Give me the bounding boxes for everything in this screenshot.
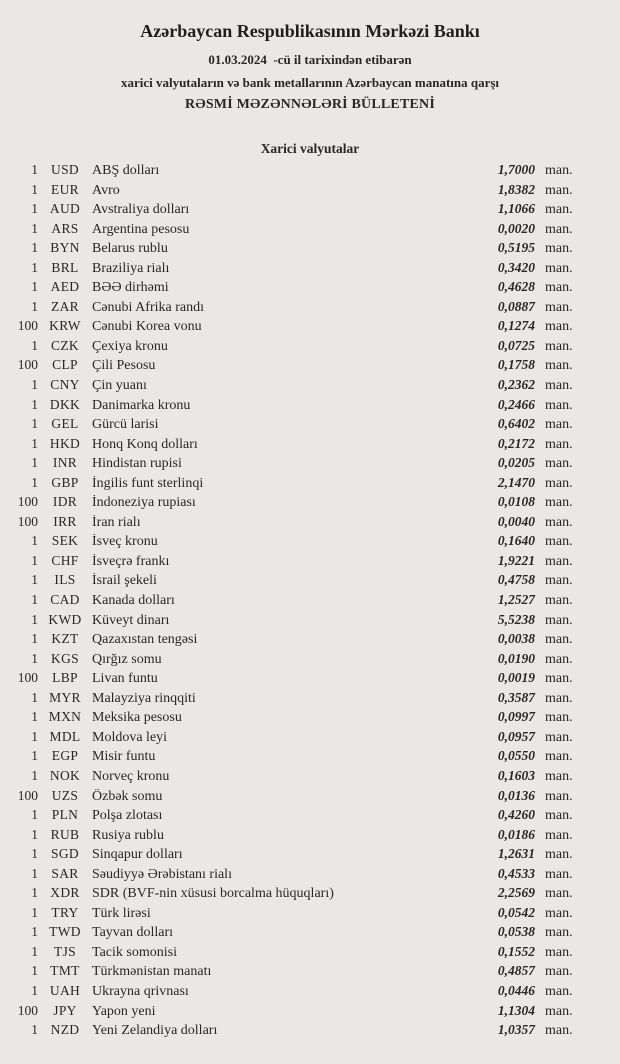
table-row [0, 182, 620, 202]
currency-code-cell: SEK [51, 533, 79, 549]
table-row [0, 397, 620, 417]
currency-code-cell: MDL [49, 728, 81, 744]
currency-code-cell: KZT [51, 631, 79, 647]
quantity-cell: 1 [31, 416, 38, 432]
unit-label-cell: man. [545, 808, 573, 824]
currency-name-cell: Özbək somu [92, 788, 163, 804]
table-row [0, 299, 620, 319]
rate-value-cell: 0,0887 [497, 298, 535, 314]
currency-code-cell: CZK [51, 337, 79, 353]
unit-label-cell: man. [545, 338, 573, 354]
currency-code-cell: CHF [51, 552, 79, 568]
currency-code-cell: TRY [51, 904, 79, 920]
currency-name-cell: Gürcü larisi [92, 417, 159, 433]
quantity-cell: 100 [17, 670, 38, 686]
currency-code-cell: EUR [51, 181, 79, 197]
currency-name-cell: İngilis funt sterlinqi [92, 475, 204, 491]
section-title-foreign-currencies: Xarici valyutalar [260, 141, 360, 156]
currency-code-cell: TMT [50, 963, 80, 979]
table-row [0, 162, 620, 182]
currency-code-cell: HKD [49, 435, 81, 451]
quantity-cell: 1 [31, 963, 38, 979]
rate-value-cell: 0,6402 [497, 416, 535, 432]
currency-code-cell: BRL [51, 259, 79, 275]
rate-value-cell: 0,1640 [497, 533, 535, 549]
unit-label-cell: man. [545, 651, 573, 667]
rate-value-cell: 5,5238 [497, 611, 535, 627]
rate-value-cell: 0,2362 [497, 377, 535, 393]
quantity-cell: 1 [31, 924, 38, 940]
table-row [0, 866, 620, 886]
rate-value-cell: 1,0357 [497, 1022, 535, 1038]
unit-label-cell: man. [545, 944, 573, 960]
quantity-cell: 1 [31, 611, 38, 627]
table-row [0, 553, 620, 573]
quantity-cell: 1 [31, 904, 38, 920]
bulletin-title: RƏSMİ MƏZƏNNƏLƏRİ BÜLLETENİ [184, 97, 436, 112]
unit-label-cell: man. [545, 163, 573, 178]
quantity-cell: 1 [31, 709, 38, 725]
currency-name-cell: İndoneziya rupiası [92, 495, 196, 511]
unit-label-cell: man. [545, 358, 573, 374]
currency-name-cell: Tacik somonisi [92, 944, 177, 960]
rate-value-cell: 0,4857 [497, 963, 535, 979]
unit-label-cell: man. [545, 827, 573, 843]
rate-value-cell: 0,0446 [497, 982, 535, 998]
currency-name-cell: İran rialı [92, 514, 141, 530]
currency-name-cell: Cənubi Afrika randı [92, 299, 204, 315]
table-row [0, 905, 620, 925]
unit-label-cell: man. [545, 456, 573, 472]
quantity-cell: 1 [31, 846, 38, 862]
rate-value-cell: 0,0190 [497, 650, 535, 666]
quantity-cell: 1 [31, 455, 38, 471]
currency-code-cell: UAH [49, 982, 81, 998]
rate-value-cell: 1,1066 [497, 201, 535, 217]
currency-code-cell: BYN [50, 240, 80, 256]
currency-code-cell: NZD [50, 1022, 80, 1038]
currency-name-cell: Moldova leyi [92, 729, 168, 745]
quantity-cell: 1 [31, 748, 38, 764]
currency-name-cell: Sinqapur dolları [92, 847, 183, 863]
currency-name-cell: Misir funtu [92, 749, 156, 765]
quantity-cell: 100 [17, 787, 38, 803]
quantity-cell: 1 [31, 826, 38, 842]
table-row [0, 416, 620, 436]
quantity-cell: 1 [31, 885, 38, 901]
rate-value-cell: 1,2631 [497, 846, 535, 862]
table-row [0, 827, 620, 847]
quantity-cell: 1 [31, 650, 38, 666]
currency-code-cell: LBP [52, 670, 78, 686]
currency-name-cell: Yeni Zelandiya dolları [92, 1023, 218, 1039]
rate-value-cell: 0,0997 [497, 709, 535, 725]
quantity-cell: 1 [31, 201, 38, 217]
currency-code-cell: CLP [52, 357, 78, 373]
currency-name-cell: Çin yuanı [92, 378, 147, 394]
bulletin-header [0, 21, 620, 113]
currency-name-cell: Çili Pesosu [92, 358, 156, 374]
quantity-cell: 1 [31, 689, 38, 705]
currency-code-cell: XDR [50, 885, 80, 901]
rate-value-cell: 1,7000 [497, 162, 535, 177]
unit-label-cell: man. [545, 593, 573, 609]
currency-code-cell: MYR [49, 689, 81, 705]
table-row [0, 1022, 620, 1042]
rate-value-cell: 0,2466 [497, 396, 535, 412]
currency-name-cell: Türk lirəsi [92, 905, 151, 921]
currency-code-cell: EGP [51, 748, 79, 764]
table-row [0, 690, 620, 710]
currency-name-cell: Malayziya rinqqiti [92, 690, 196, 706]
currency-code-cell: DKK [49, 396, 81, 412]
rate-value-cell: 0,0038 [497, 631, 535, 647]
bank-name-title: Azərbaycan Respublikasının Mərkəzi Bankı [140, 21, 480, 41]
currency-name-cell: Livan funtu [92, 671, 158, 687]
currency-code-cell: GBP [51, 474, 79, 490]
rate-value-cell: 0,0019 [497, 670, 535, 686]
quantity-cell: 1 [31, 807, 38, 823]
currency-code-cell: TWD [49, 924, 81, 940]
unit-label-cell: man. [545, 1003, 573, 1019]
unit-label-cell: man. [545, 710, 573, 726]
table-row [0, 514, 620, 534]
table-row [0, 260, 620, 280]
unit-label-cell: man. [545, 475, 573, 491]
rate-value-cell: 0,0538 [497, 924, 535, 940]
currency-name-cell: Avstraliya dolları [92, 202, 190, 218]
rate-value-cell: 0,0040 [497, 513, 535, 529]
rate-value-cell: 0,3420 [497, 259, 535, 275]
rate-value-cell: 0,0957 [497, 728, 535, 744]
quantity-cell: 1 [31, 162, 38, 177]
unit-label-cell: man. [545, 612, 573, 628]
table-row [0, 1003, 620, 1023]
currency-name-cell: Küveyt dinarı [92, 612, 170, 628]
table-row [0, 631, 620, 651]
currency-code-cell: IDR [52, 494, 78, 510]
rate-value-cell: 2,2569 [497, 885, 535, 901]
currency-code-cell: PLN [51, 807, 79, 823]
currency-code-cell: USD [51, 162, 79, 177]
rate-value-cell: 0,4758 [497, 572, 535, 588]
rate-value-cell: 0,2172 [497, 435, 535, 451]
table-row [0, 788, 620, 808]
quantity-cell: 1 [31, 259, 38, 275]
table-row [0, 338, 620, 358]
table-row [0, 748, 620, 768]
rate-value-cell: 0,0136 [497, 787, 535, 803]
table-row [0, 709, 620, 729]
table-row [0, 318, 620, 338]
quantity-cell: 100 [17, 357, 38, 373]
quantity-cell: 100 [17, 513, 38, 529]
rate-value-cell: 1,8382 [497, 181, 535, 197]
currency-code-cell: UZS [51, 787, 79, 803]
currency-code-cell: CNY [50, 377, 80, 393]
table-row [0, 885, 620, 905]
currency-code-cell: SAR [51, 865, 79, 881]
currency-code-cell: AUD [49, 201, 81, 217]
rate-value-cell: 0,0108 [497, 494, 535, 510]
quantity-cell: 1 [31, 572, 38, 588]
table-row [0, 612, 620, 632]
currency-name-cell: Ukrayna qrivnası [92, 983, 189, 999]
unit-label-cell: man. [545, 573, 573, 589]
currency-code-cell: ARS [51, 220, 79, 236]
unit-label-cell: man. [545, 690, 573, 706]
table-row [0, 592, 620, 612]
table-row [0, 983, 620, 1003]
unit-label-cell: man. [545, 397, 573, 413]
quantity-cell: 1 [31, 1022, 38, 1038]
unit-label-cell: man. [545, 319, 573, 335]
rate-value-cell: 0,1603 [497, 767, 535, 783]
unit-label-cell: man. [545, 925, 573, 941]
currency-code-cell: GEL [51, 416, 79, 432]
table-row [0, 475, 620, 495]
unit-label-cell: man. [545, 886, 573, 902]
currency-code-cell: KRW [49, 318, 81, 334]
effective-date-line: 01.03.2024 -cü il tarixindən etibarən [208, 52, 412, 67]
unit-label-cell: man. [545, 378, 573, 394]
currency-code-cell: INR [52, 455, 78, 471]
quantity-cell: 1 [31, 592, 38, 608]
currency-name-cell: Cənubi Korea vonu [92, 319, 202, 335]
quantity-cell: 1 [31, 240, 38, 256]
rate-value-cell: 0,1274 [497, 318, 535, 334]
unit-label-cell: man. [545, 534, 573, 550]
quantity-cell: 1 [31, 728, 38, 744]
rate-value-cell: 0,0186 [497, 826, 535, 842]
currency-name-cell: İsveç kronu [92, 534, 158, 550]
currency-code-cell: KGS [51, 650, 79, 666]
unit-label-cell: man. [545, 866, 573, 882]
unit-label-cell: man. [545, 553, 573, 569]
unit-label-cell: man. [545, 495, 573, 511]
currency-code-cell: AED [50, 279, 80, 295]
unit-label-cell: man. [545, 514, 573, 530]
quantity-cell: 1 [31, 533, 38, 549]
unit-label-cell: man. [545, 241, 573, 257]
table-row [0, 455, 620, 475]
quantity-cell: 1 [31, 337, 38, 353]
table-row [0, 963, 620, 983]
rate-value-cell: 0,4533 [497, 865, 535, 881]
currency-name-cell: Danimarka kronu [92, 397, 191, 413]
table-row [0, 436, 620, 456]
unit-label-cell: man. [545, 436, 573, 452]
currency-name-cell: Türkmənistan manatı [92, 964, 212, 980]
rate-value-cell: 1,2527 [497, 592, 535, 608]
quantity-cell: 1 [31, 279, 38, 295]
currency-code-cell: IRR [53, 513, 77, 529]
unit-label-cell: man. [545, 182, 573, 198]
currency-code-cell: NOK [49, 767, 81, 783]
currency-code-cell: TJS [54, 943, 76, 959]
table-row [0, 240, 620, 260]
currency-code-cell: ILS [54, 572, 76, 588]
unit-label-cell: man. [545, 905, 573, 921]
unit-label-cell: man. [545, 964, 573, 980]
unit-label-cell: man. [545, 788, 573, 804]
unit-label-cell: man. [545, 260, 573, 276]
rate-value-cell: 0,3587 [497, 689, 535, 705]
quantity-cell: 1 [31, 865, 38, 881]
rate-value-cell: 0,0020 [497, 220, 535, 236]
currency-name-cell: Polşa zlotası [92, 808, 163, 824]
currency-name-cell: Braziliya rialı [92, 260, 170, 276]
rate-value-cell: 1,9221 [497, 552, 535, 568]
quantity-cell: 1 [31, 474, 38, 490]
unit-label-cell: man. [545, 671, 573, 687]
rate-value-cell: 0,0205 [497, 455, 535, 471]
unit-label-cell: man. [545, 280, 573, 296]
subject-line: xarici valyutaların və bank metallarının Azərbaycan manatına qarşı [120, 75, 500, 90]
quantity-cell: 100 [17, 494, 38, 510]
rate-value-cell: 0,4260 [497, 807, 535, 823]
currency-name-cell: SDR (BVF-nin xüsusi borcalma hüquqları) [92, 886, 334, 902]
currency-code-cell: JPY [53, 1002, 77, 1018]
quantity-cell: 1 [31, 298, 38, 314]
quantity-cell: 1 [31, 377, 38, 393]
currency-code-cell: RUB [50, 826, 80, 842]
currency-code-cell: CAD [50, 592, 80, 608]
table-row [0, 807, 620, 827]
quantity-cell: 1 [31, 552, 38, 568]
table-row [0, 846, 620, 866]
unit-label-cell: man. [545, 1023, 573, 1039]
currency-name-cell: Qırğız somu [92, 651, 162, 667]
rate-value-cell: 1,1304 [497, 1002, 535, 1018]
unit-label-cell: man. [545, 768, 573, 784]
table-row [0, 533, 620, 553]
table-row [0, 924, 620, 944]
table-row [0, 572, 620, 592]
currency-code-cell: ZAR [51, 298, 79, 314]
rate-value-cell: 0,1552 [497, 943, 535, 959]
currency-name-cell: BƏƏ dirhəmi [92, 280, 169, 296]
table-row [0, 944, 620, 964]
table-row [0, 494, 620, 514]
unit-label-cell: man. [545, 417, 573, 433]
currency-code-cell: KWD [48, 611, 82, 627]
unit-label-cell: man. [545, 299, 573, 315]
quantity-cell: 1 [31, 220, 38, 236]
currency-name-cell: Avro [92, 182, 120, 198]
table-row [0, 221, 620, 241]
currency-name-cell: Honq Konq dolları [92, 436, 198, 452]
unit-label-cell: man. [545, 749, 573, 765]
rate-value-cell: 0,0542 [497, 904, 535, 920]
rate-value-cell: 0,0550 [497, 748, 535, 764]
unit-label-cell: man. [545, 202, 573, 218]
table-row [0, 651, 620, 671]
unit-label-cell: man. [545, 221, 573, 237]
quantity-cell: 1 [31, 396, 38, 412]
rate-value-cell: 0,0725 [497, 337, 535, 353]
currency-name-cell: Tayvan dolları [92, 925, 174, 941]
rate-value-cell: 2,1470 [497, 474, 535, 490]
quantity-cell: 100 [17, 318, 38, 334]
currency-name-cell: Argentina pesosu [92, 221, 190, 237]
rate-value-cell: 0,4628 [497, 279, 535, 295]
quantity-cell: 1 [31, 631, 38, 647]
rate-value-cell: 0,5195 [497, 240, 535, 256]
currency-name-cell: Kanada dolları [92, 593, 175, 609]
currency-name-cell: İsrail şekeli [92, 573, 157, 589]
currency-name-cell: Yapon yeni [92, 1003, 156, 1019]
unit-label-cell: man. [545, 983, 573, 999]
currency-name-cell: Belarus rublu [92, 241, 168, 257]
unit-label-cell: man. [545, 729, 573, 745]
unit-label-cell: man. [545, 632, 573, 648]
currency-name-cell: Rusiya rublu [92, 827, 164, 843]
table-row [0, 729, 620, 749]
table-row [0, 357, 620, 377]
currency-name-cell: İsveçrə frankı [92, 553, 170, 569]
rates-table [0, 162, 620, 1042]
quantity-cell: 1 [31, 943, 38, 959]
currency-name-cell: Qazaxıstan tengəsi [92, 632, 198, 648]
table-row [0, 201, 620, 221]
rate-value-cell: 0,1758 [497, 357, 535, 373]
quantity-cell: 1 [31, 982, 38, 998]
currency-name-cell: Hindistan rupisi [92, 456, 182, 472]
currency-code-cell: MXN [48, 709, 82, 725]
currency-name-cell: Meksika pesosu [92, 710, 182, 726]
currency-code-cell: SGD [51, 846, 79, 862]
currency-name-cell: Norveç kronu [92, 768, 170, 784]
quantity-cell: 1 [31, 435, 38, 451]
unit-label-cell: man. [545, 847, 573, 863]
table-row [0, 670, 620, 690]
table-row [0, 279, 620, 299]
quantity-cell: 100 [17, 1002, 38, 1018]
table-row [0, 768, 620, 788]
quantity-cell: 1 [31, 767, 38, 783]
quantity-cell: 1 [31, 181, 38, 197]
currency-name-cell: Çexiya kronu [92, 338, 168, 354]
currency-name-cell: ABŞ dolları [92, 163, 160, 178]
currency-name-cell: Səudiyyə Ərəbistanı rialı [92, 866, 232, 882]
table-row [0, 377, 620, 397]
